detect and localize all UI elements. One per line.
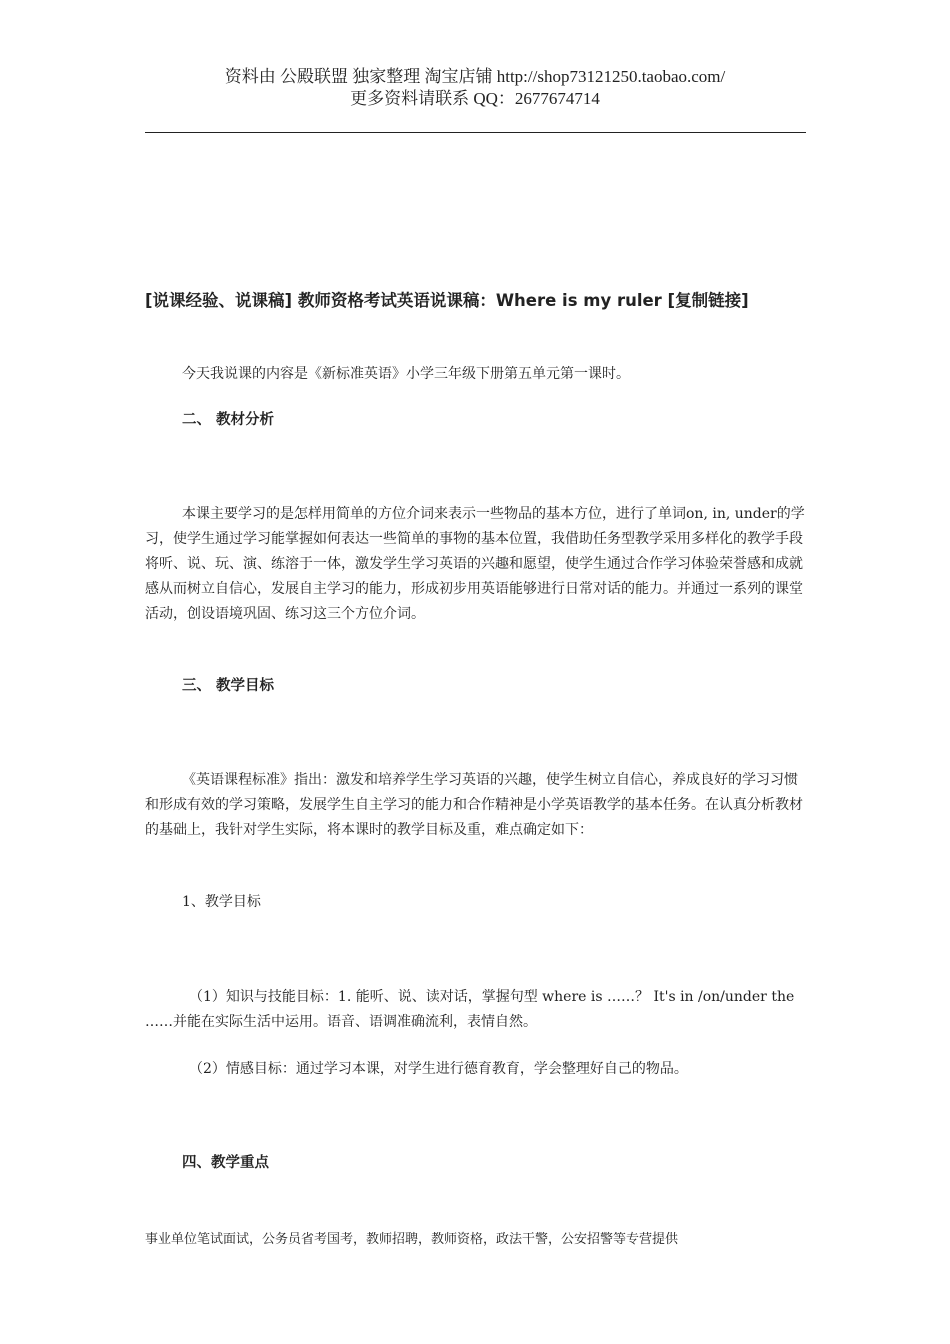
section-heading-2: 二、 教材分析	[182, 412, 275, 428]
section-2-body: 本课主要学习的是怎样用简单的方位介词来表示一些物品的基本方位，进行了单词on, in, under的学习，使学生通过学习能掌握如何表达一些简单的事物的基本位置，我借助任务型教学采用多样化的教学手段将听、说、玩、演、练溶于一体，激发学生学习英语的兴趣和愿望，使学生通过合作学习体验荣誉感和成就感从而树立自信心，发展自主学习的能力，形成初步用英语能够进行日常对话的能力。并通过一系列的课堂活动，创设语境巩固、练习这三个方位介词。	[145, 506, 805, 622]
goal-emotional: （2）情感目标：通过学习本课，对学生进行德育教育，学会整理好自己的物品。	[189, 1061, 688, 1077]
goal-knowledge-skills: （1）知识与技能目标：1. 能听、说、读对话，掌握句型 where is ……？ It's in /on/under the ……并能在实际生活中运用。语音、语调准确流利，表情自然。	[145, 989, 795, 1030]
section-3-body: 《英语课程标准》指出：激发和培养学生学习英语的兴趣，使学生树立自信心，养成良好的学习习惯和形成有效的学习策略，发展学生自主学习的能力和合作精神是小学英语教学的基本任务。在认真分析教材的基础上，我针对学生实际，将本课时的教学目标及重，难点确定如下：	[145, 772, 803, 838]
section-heading-4: 四、教学重点	[182, 1155, 269, 1171]
header-line-2: 更多资料请联系 QQ：2677674714	[350, 89, 600, 108]
document-title: [说课经验、说课稿] 教师资格考试英语说课稿：Where is my ruler [复制链接]	[145, 291, 749, 310]
page-header	[145, 66, 805, 110]
page-footer: 事业单位笔试面试，公务员省考国考，教师招聘，教师资格，政法干警，公安招警等专营提供	[145, 1232, 679, 1247]
subsection-heading-goals: 1、教学目标	[182, 894, 261, 910]
header-divider	[145, 132, 806, 133]
intro-paragraph: 今天我说课的内容是《新标准英语》小学三年级下册第五单元第一课时。	[182, 366, 630, 382]
header-line-1: 资料由 公殿联盟 独家整理 淘宝店铺 http://shop73121250.taobao.com/	[224, 67, 726, 86]
section-heading-3: 三、 教学目标	[182, 678, 275, 694]
